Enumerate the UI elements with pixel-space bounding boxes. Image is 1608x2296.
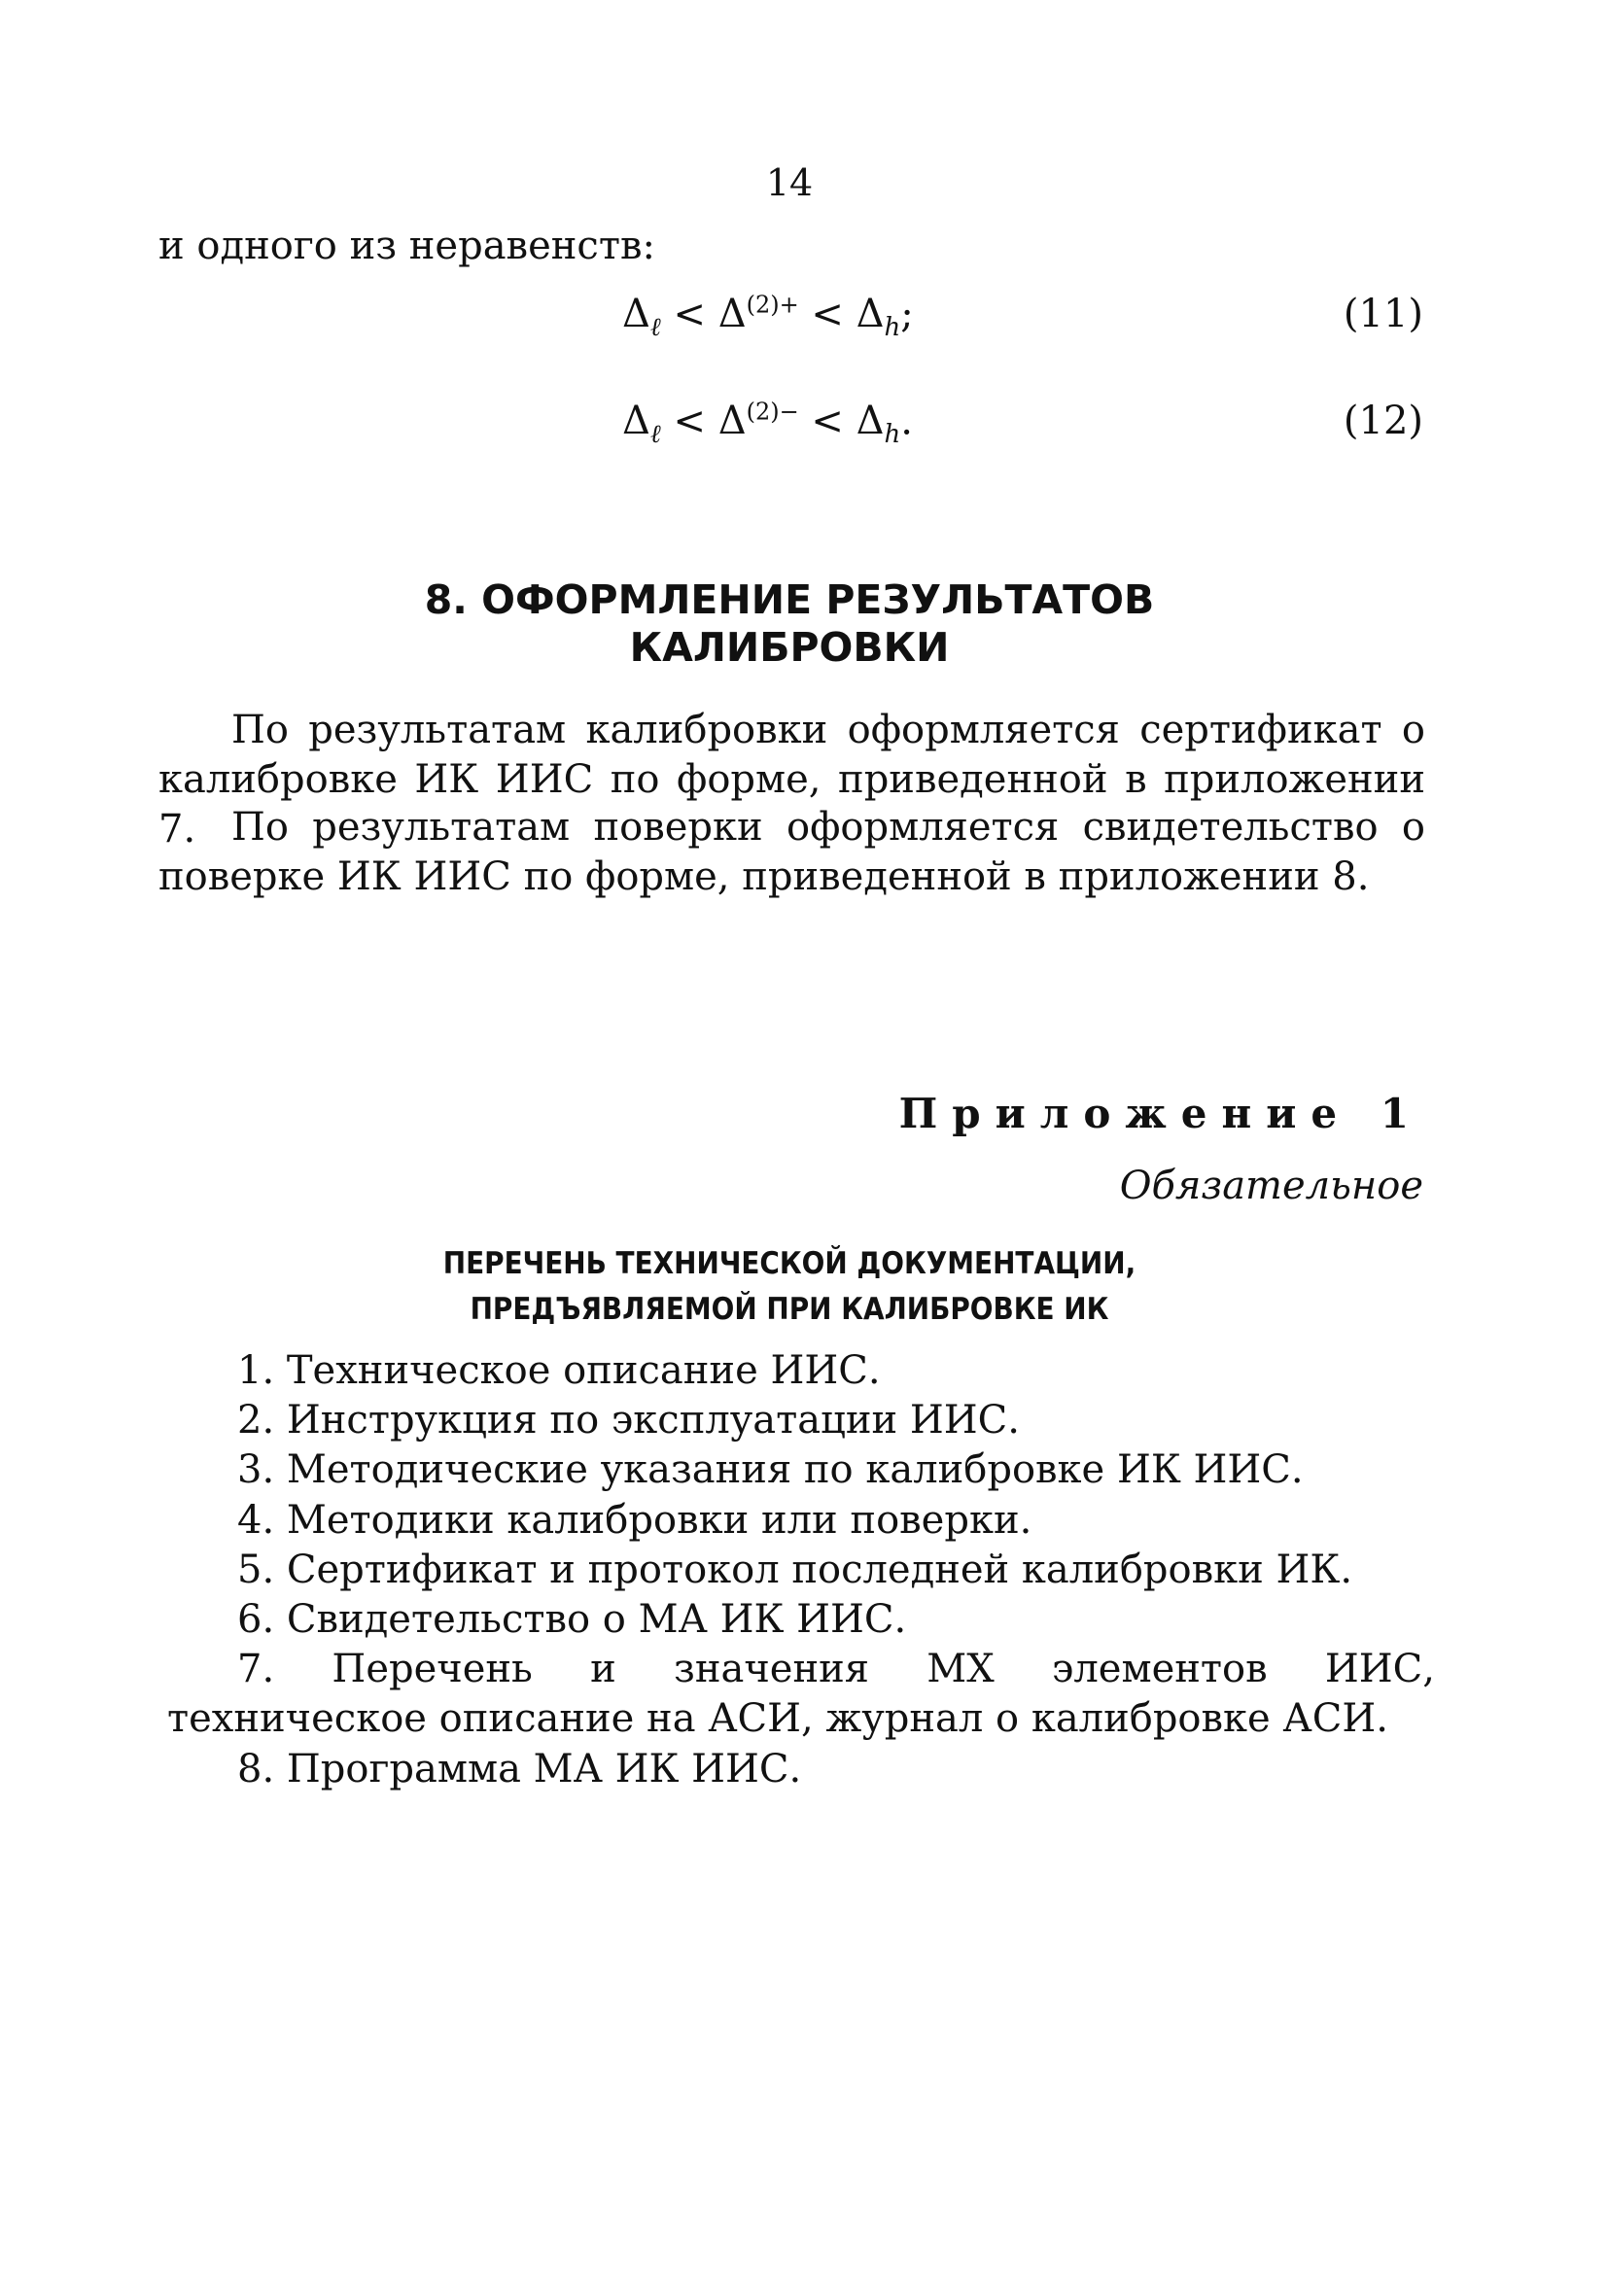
formula-11-middle: $\Delta^{(2)+}$ — [717, 292, 799, 337]
intro-text: и одного из неравенств: — [158, 224, 655, 268]
annex-status: Обязательное — [1119, 1164, 1423, 1208]
annex-heading-line-2: ПРЕДЪЯВЛЯЕМОЙ ПРИ КАЛИБРОВКЕ ИК — [470, 1291, 1109, 1327]
list-item: 8. Программа МА ИК ИИС. — [237, 1746, 802, 1792]
annex-title: Приложение 1 — [898, 1090, 1423, 1137]
section-heading — [0, 576, 1579, 672]
list-item: 5. Сертификат и протокол последней калибровки ИК. — [237, 1547, 1353, 1592]
section-paragraph-2: По результатам поверки оформляется свидетельство о поверке ИК ИИС по форме, приведенной в приложении 8. — [158, 805, 1425, 899]
list-item: 1. Техническое описание ИИС. — [237, 1348, 881, 1393]
list-item: 2. Инструкция по эксплуатации ИИС. — [237, 1398, 1020, 1444]
formula-12: $\Delta_\ell < \Delta^{(2)-} < \Delta_h$. — [622, 399, 913, 450]
formula-11-left: $\Delta_\ell$ — [622, 292, 661, 343]
formula-12-left: $\Delta_\ell$ — [622, 399, 661, 450]
formula-12-middle: $\Delta^{(2)-}$ — [717, 399, 799, 444]
list-item: 6. Свидетельство о МА ИК ИИС. — [237, 1596, 907, 1642]
section-heading-line-1: 8. ОФОРМЛЕНИЕ РЕЗУЛЬТАТОВ — [424, 576, 1155, 623]
annex-heading — [0, 1241, 1579, 1332]
formula-11: $\Delta_\ell < \Delta^{(2)+} < \Delta_h$; — [622, 292, 914, 343]
list-item: 3. Методические указания по калибровке ИК ИИС. — [237, 1447, 1304, 1493]
annex-heading-line-1: ПЕРЕЧЕНЬ ТЕХНИЧЕСКОЙ ДОКУМЕНТАЦИИ, — [442, 1246, 1136, 1281]
section-heading-line-2: КАЛИБРОВКИ — [629, 624, 950, 672]
section-paragraph-1: По результатам калибровки оформляется сертификат о калибровке ИК ИИС по форме, приведенной в приложении 7. — [158, 708, 1425, 852]
list-item: 4. Методики калибровки или поверки. — [237, 1497, 1032, 1543]
equation-number-11: (11) — [1343, 292, 1423, 336]
page-number: 14 — [765, 161, 814, 204]
formula-11-right: $\Delta_h$ — [856, 292, 901, 343]
equation-number-12: (12) — [1343, 399, 1423, 443]
document-list — [167, 1346, 1435, 1794]
list-item: 7. Перечень и значения МХ элементов ИИС, техническое описание на АСИ, журнал о калибровке АСИ. — [167, 1647, 1435, 1742]
formula-12-right: $\Delta_h$ — [856, 399, 901, 450]
